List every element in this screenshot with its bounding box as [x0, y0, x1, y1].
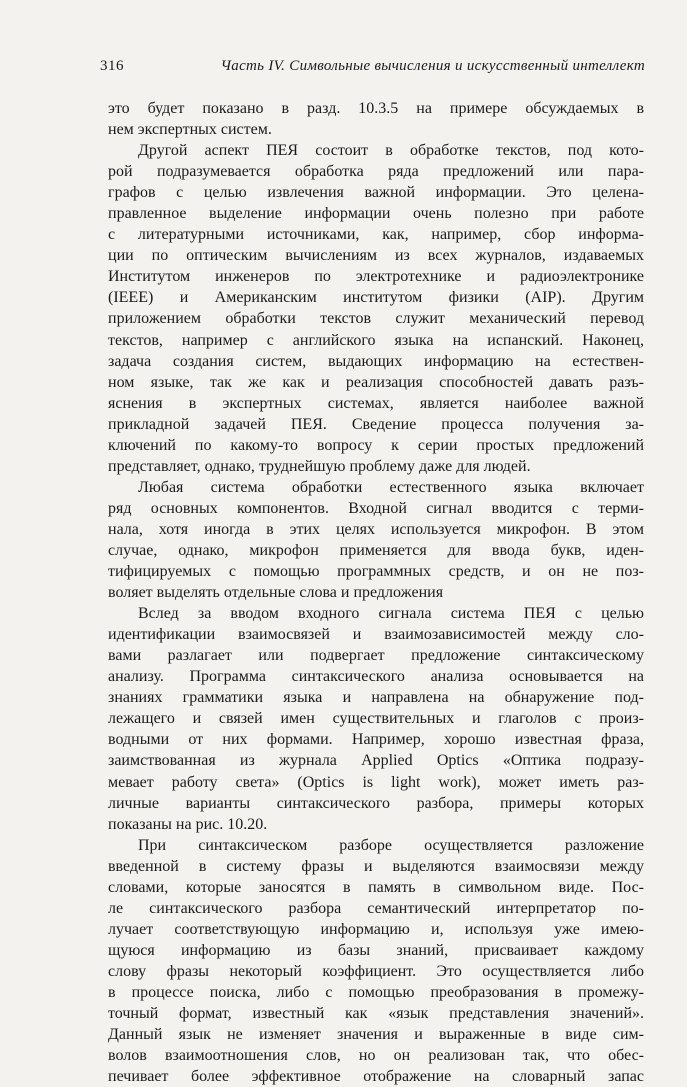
- text-line: волов взаимоотношения слов, но он реализован так, что обес-: [108, 1047, 644, 1065]
- text-line: анализу. Программа синтаксического анализа основывается на: [108, 668, 644, 686]
- text-line: приложением обработки текстов служит механический перевод: [108, 310, 644, 328]
- text-line: Институтом инженеров по электротехнике и радиоэлектронике: [108, 268, 644, 286]
- text-line: тифицируемых с помощью программных средств, и он не поз-: [108, 563, 644, 581]
- text-line: это будет показано в разд. 10.3.5 на примере обсуждаемых в: [108, 100, 644, 117]
- text-line: ряд основных компонентов. Входной сигнал вводится с терми-: [108, 499, 644, 517]
- running-head: Часть IV. Символьные вычисления и искусственный интеллект: [220, 58, 645, 74]
- text-line: воляет выделять отдельные слова и предложения: [108, 584, 444, 602]
- page-header: [100, 58, 645, 82]
- paragraph-first-line: При синтаксическом разборе осуществляется разложение: [138, 836, 644, 854]
- text-line: ции по оптическим вычислениям из всех журналов, издаваемых: [108, 247, 644, 265]
- text-line: ключений по какому-то вопросу к серии простых предложений: [108, 436, 644, 454]
- text-line: нала, хотя иногда в этих целях используется микрофон. В этом: [108, 520, 644, 538]
- text-line: случае, однако, микрофон применяется для ввода букв, иден-: [108, 541, 644, 559]
- text-line: с литературными источниками, как, например, сбор информа-: [108, 226, 644, 244]
- text-line: в процессе поиска, либо с помощью преобразования в промежу-: [108, 983, 644, 1001]
- text-line: вами разлагает или подвергает предложение синтаксическому: [108, 647, 644, 665]
- text-line: печивает более эффективное отображение на словарный запас: [108, 1068, 644, 1086]
- paragraph-first-line: Любая система обработки естественного языка включает: [138, 478, 644, 496]
- text-line: идентификации взаимосвязей и взаимозависимостей между сло-: [108, 626, 644, 644]
- text-line: лежащего и связей имен существительных и глаголов с произ-: [108, 710, 644, 728]
- text-line: заимствованная из журнала Applied Optics «Оптика подразу-: [108, 752, 644, 770]
- text-line: ном языке, так же как и реализация способностей давать разъ-: [108, 373, 644, 391]
- text-line: знаниях грамматики языка и направлена на обнаружение под-: [108, 689, 644, 707]
- text-line: водными от них формами. Например, хорошо известная фраза,: [108, 731, 644, 749]
- text-line: ле синтаксического разбора семантический интерпретатор по-: [108, 899, 644, 917]
- text-line: нем экспертных систем.: [108, 121, 272, 139]
- text-line: мевает работу света» (Optics is light work), может иметь раз-: [108, 773, 644, 791]
- page-number: 316: [100, 58, 124, 74]
- text-line: правленное выделение информации очень полезно при работе: [108, 205, 644, 223]
- text-line: представляет, однако, труднейшую проблему даже для людей.: [108, 457, 531, 475]
- text-line: словами, которые заносятся в память в символьном виде. Пос-: [108, 878, 644, 896]
- body-text: [108, 98, 644, 1087]
- text-line: точный формат, известный как «язык представления значений».: [108, 1005, 644, 1023]
- text-line: прикладной задачей ПЕЯ. Сведение процесса получения за-: [108, 415, 644, 433]
- text-line: показаны на рис. 10.20.: [108, 815, 268, 833]
- text-line: введенной в систему фразы и выделяются взаимосвязи между: [108, 857, 644, 875]
- text-line: слову фразы некоторый коэффициент. Это осуществляется либо: [108, 962, 644, 980]
- text-line: (IEEE) и Американским институтом физики (AIP). Другим: [108, 289, 644, 307]
- text-line: яснения в экспертных системах, является наиболее важной: [108, 394, 644, 412]
- paragraph-first-line: Другой аспект ПЕЯ состоит в обработке текстов, под кото-: [138, 142, 644, 160]
- text-line: Данный язык не изменяет значения и выраженные в виде сим-: [108, 1026, 644, 1044]
- text-line: графов с целью извлечения важной информации. Это целена-: [108, 184, 644, 202]
- text-line: личные варианты синтаксического разбора, примеры которых: [108, 794, 644, 812]
- text-line: щуюся информацию из базы знаний, присваивает каждому: [108, 941, 644, 959]
- text-line: задача создания систем, выдающих информацию на естествен-: [108, 352, 644, 370]
- text-line: лучает соответствующую информацию и, используя уже имею-: [108, 920, 644, 938]
- text-line: текстов, например с английского языка на испанский. Наконец,: [108, 331, 644, 349]
- paragraph-first-line: Вслед за вводом входного сигнала система ПЕЯ с целью: [138, 605, 644, 623]
- text-line: рой подразумевается обработка ряда предложений или пара-: [108, 163, 644, 181]
